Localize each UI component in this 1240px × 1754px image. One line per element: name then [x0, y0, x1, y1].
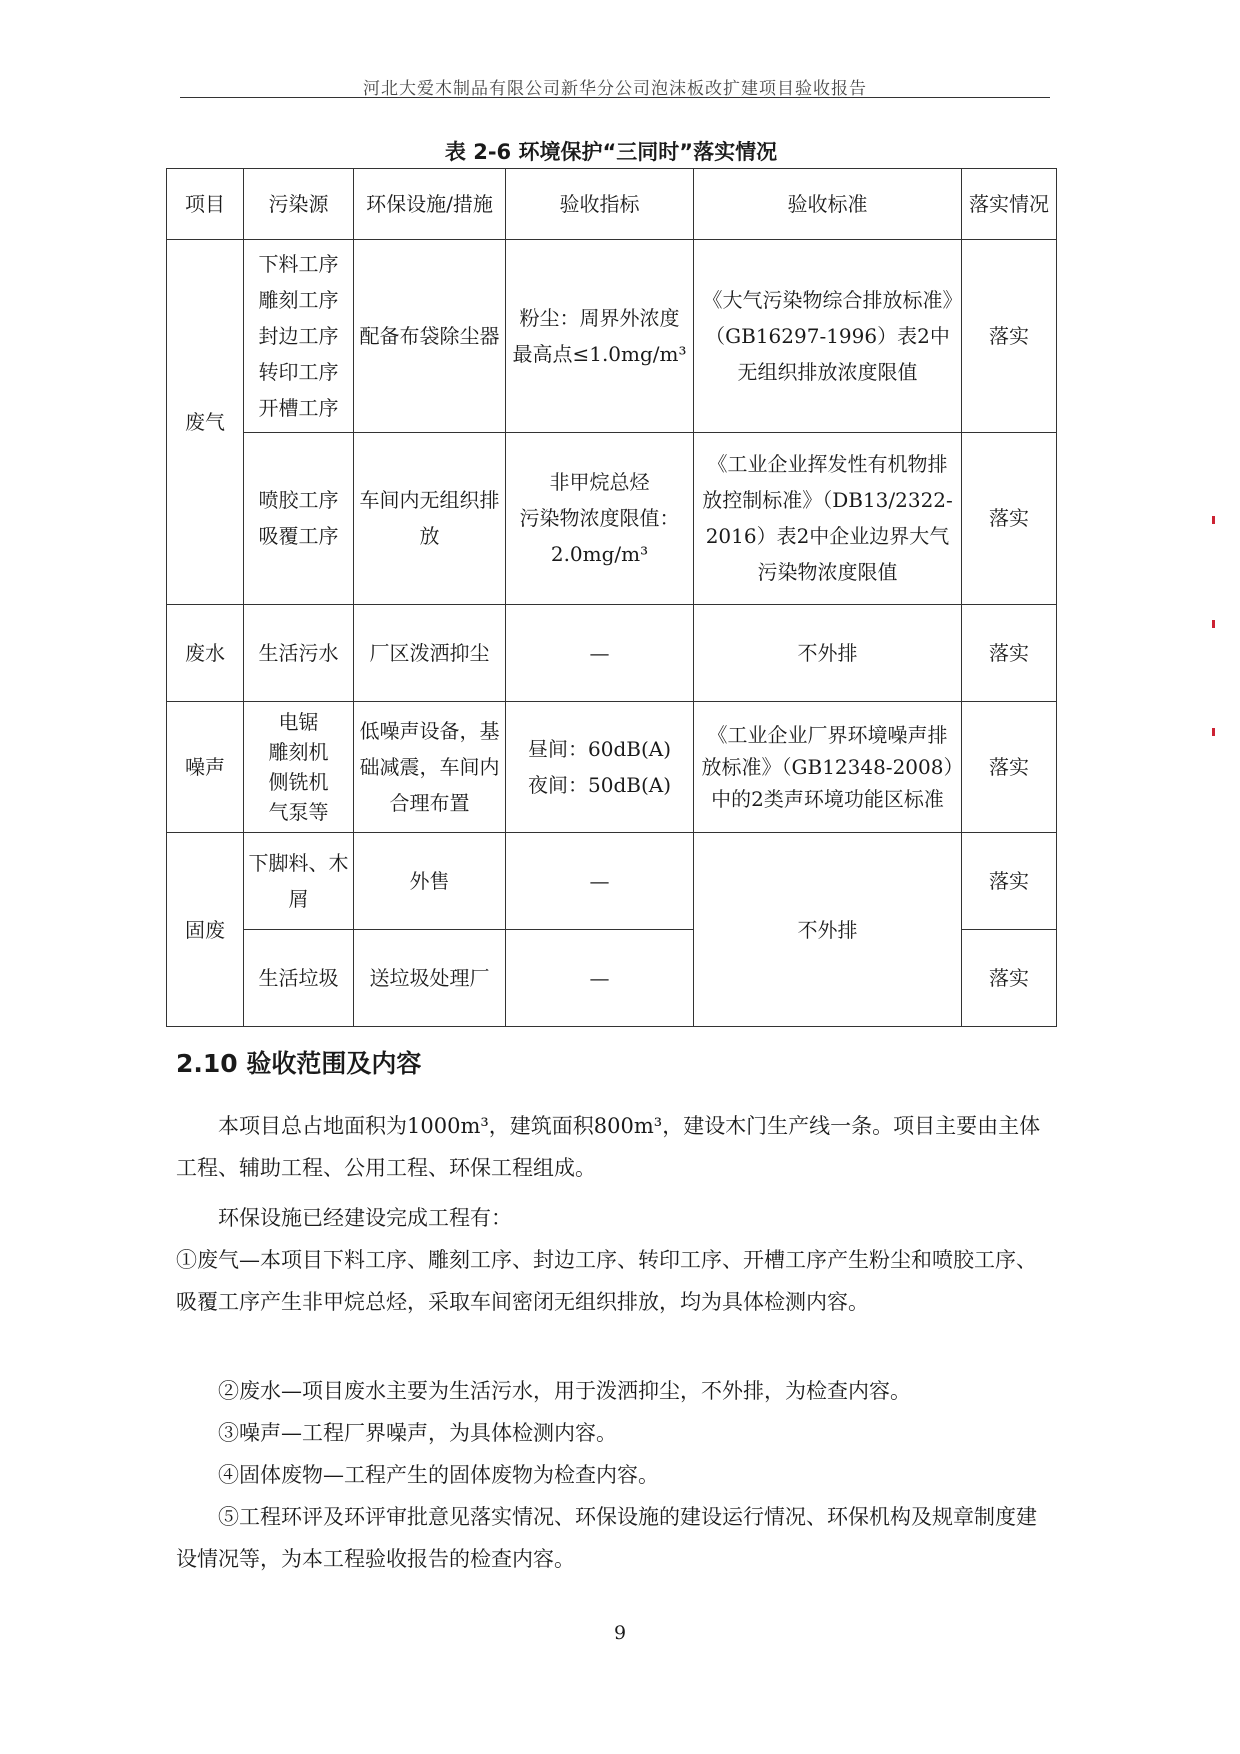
table-row: [167, 432, 1057, 604]
indicator-cell: —: [506, 605, 694, 702]
list-item: ③噪声—工程厂界噪声，为具体检测内容。: [218, 1421, 617, 1445]
indicator-cell: 非甲烷总烃 污染物浓度限值： 2.0mg/m³: [506, 432, 694, 604]
category-cell: 噪声: [167, 702, 244, 833]
list-item: ②废水—项目废水主要为生活污水，用于泼洒抑尘，不外排，为检查内容。: [218, 1379, 911, 1403]
page-number: 9: [613, 1622, 627, 1644]
status-cell: 落实: [962, 930, 1057, 1027]
margin-mark: [1212, 620, 1215, 628]
facility-cell: 送垃圾处理厂: [354, 930, 506, 1027]
list-item: ①废气—本项目下料工序、雕刻工序、封边工序、转印工序、开槽工序产生粉尘和喷胶工序、吸覆工序产生非甲烷总烃，采取车间密闭无组织排放，均为具体检测内容。: [176, 1248, 1037, 1314]
status-cell: 落实: [962, 432, 1057, 604]
margin-mark: [1212, 728, 1215, 736]
header-rule: [180, 97, 1050, 98]
standard-cell: 不外排: [694, 833, 962, 1027]
status-cell: 落实: [962, 833, 1057, 930]
facility-cell: 车间内无组织排放: [354, 432, 506, 604]
category-cell: 废水: [167, 605, 244, 702]
indicator-cell: —: [506, 930, 694, 1027]
facility-cell: 厂区泼洒抑尘: [354, 605, 506, 702]
margin-mark: [1212, 516, 1215, 524]
running-header: 河北大爱木制品有限公司新华分公司泡沫板改扩建项目验收报告: [363, 79, 867, 99]
facility-cell: 配备布袋除尘器: [354, 240, 506, 433]
standard-cell: 不外排: [694, 605, 962, 702]
table-caption: 表 2-6 环境保护“三同时”落实情况: [444, 140, 778, 164]
source-cell: 喷胶工序 吸覆工序: [244, 432, 354, 604]
source-cell: 生活污水: [244, 605, 354, 702]
paragraph: 环保设施已经建设完成工程有：: [218, 1206, 512, 1230]
header-facility: 环保设施/措施: [354, 169, 506, 240]
category-cell: 固废: [167, 833, 244, 1027]
status-cell: 落实: [962, 702, 1057, 833]
source-cell: 下脚料、木屑: [244, 833, 354, 930]
table-header-row: [167, 169, 1057, 240]
standard-cell: 《大气污染物综合排放标准》（GB16297-1996）表2中无组织排放浓度限值: [694, 240, 962, 433]
standard-cell: 《工业企业厂界环境噪声排放标准》（GB12348-2008）中的2类声环境功能区标准: [694, 702, 962, 833]
section-heading: 2.10 验收范围及内容: [176, 1049, 422, 1078]
table-row: [167, 605, 1057, 702]
list-item: ④固体废物—工程产生的固体废物为检查内容。: [218, 1463, 659, 1487]
table-row: [167, 240, 1057, 433]
facility-cell: 低噪声设备，基础减震，车间内合理布置: [354, 702, 506, 833]
table-row: [167, 702, 1057, 833]
header-source: 污染源: [244, 169, 354, 240]
facility-cell: 外售: [354, 833, 506, 930]
category-cell: 废气: [167, 240, 244, 605]
paragraph: 本项目总占地面积为1000m³，建筑面积800m³，建设木门生产线一条。项目主要由主体工程、辅助工程、公用工程、环保工程组成。: [176, 1114, 1041, 1180]
header-item: 项目: [167, 169, 244, 240]
source-cell: 电锯 雕刻机 侧铣机 气泵等: [244, 702, 354, 833]
header-standard: 验收标准: [694, 169, 962, 240]
standard-cell: 《工业企业挥发性有机物排放控制标准》（DB13/2322-2016）表2中企业边界大气污染物浓度限值: [694, 432, 962, 604]
header-indicator: 验收指标: [506, 169, 694, 240]
header-status: 落实情况: [962, 169, 1057, 240]
environment-table: [166, 168, 1057, 1027]
indicator-cell: 昼间：60dB(A) 夜间：50dB(A): [506, 702, 694, 833]
list-item: ⑤工程环评及环评审批意见落实情况、环保设施的建设运行情况、环保机构及规章制度建设情况等，为本工程验收报告的检查内容。: [176, 1505, 1037, 1571]
indicator-cell: —: [506, 833, 694, 930]
status-cell: 落实: [962, 240, 1057, 433]
indicator-cell: 粉尘：周界外浓度 最高点≤1.0mg/m³: [506, 240, 694, 433]
source-cell: 生活垃圾: [244, 930, 354, 1027]
source-cell: 下料工序 雕刻工序 封边工序 转印工序 开槽工序: [244, 240, 354, 433]
status-cell: 落实: [962, 605, 1057, 702]
table-row: [167, 833, 1057, 930]
